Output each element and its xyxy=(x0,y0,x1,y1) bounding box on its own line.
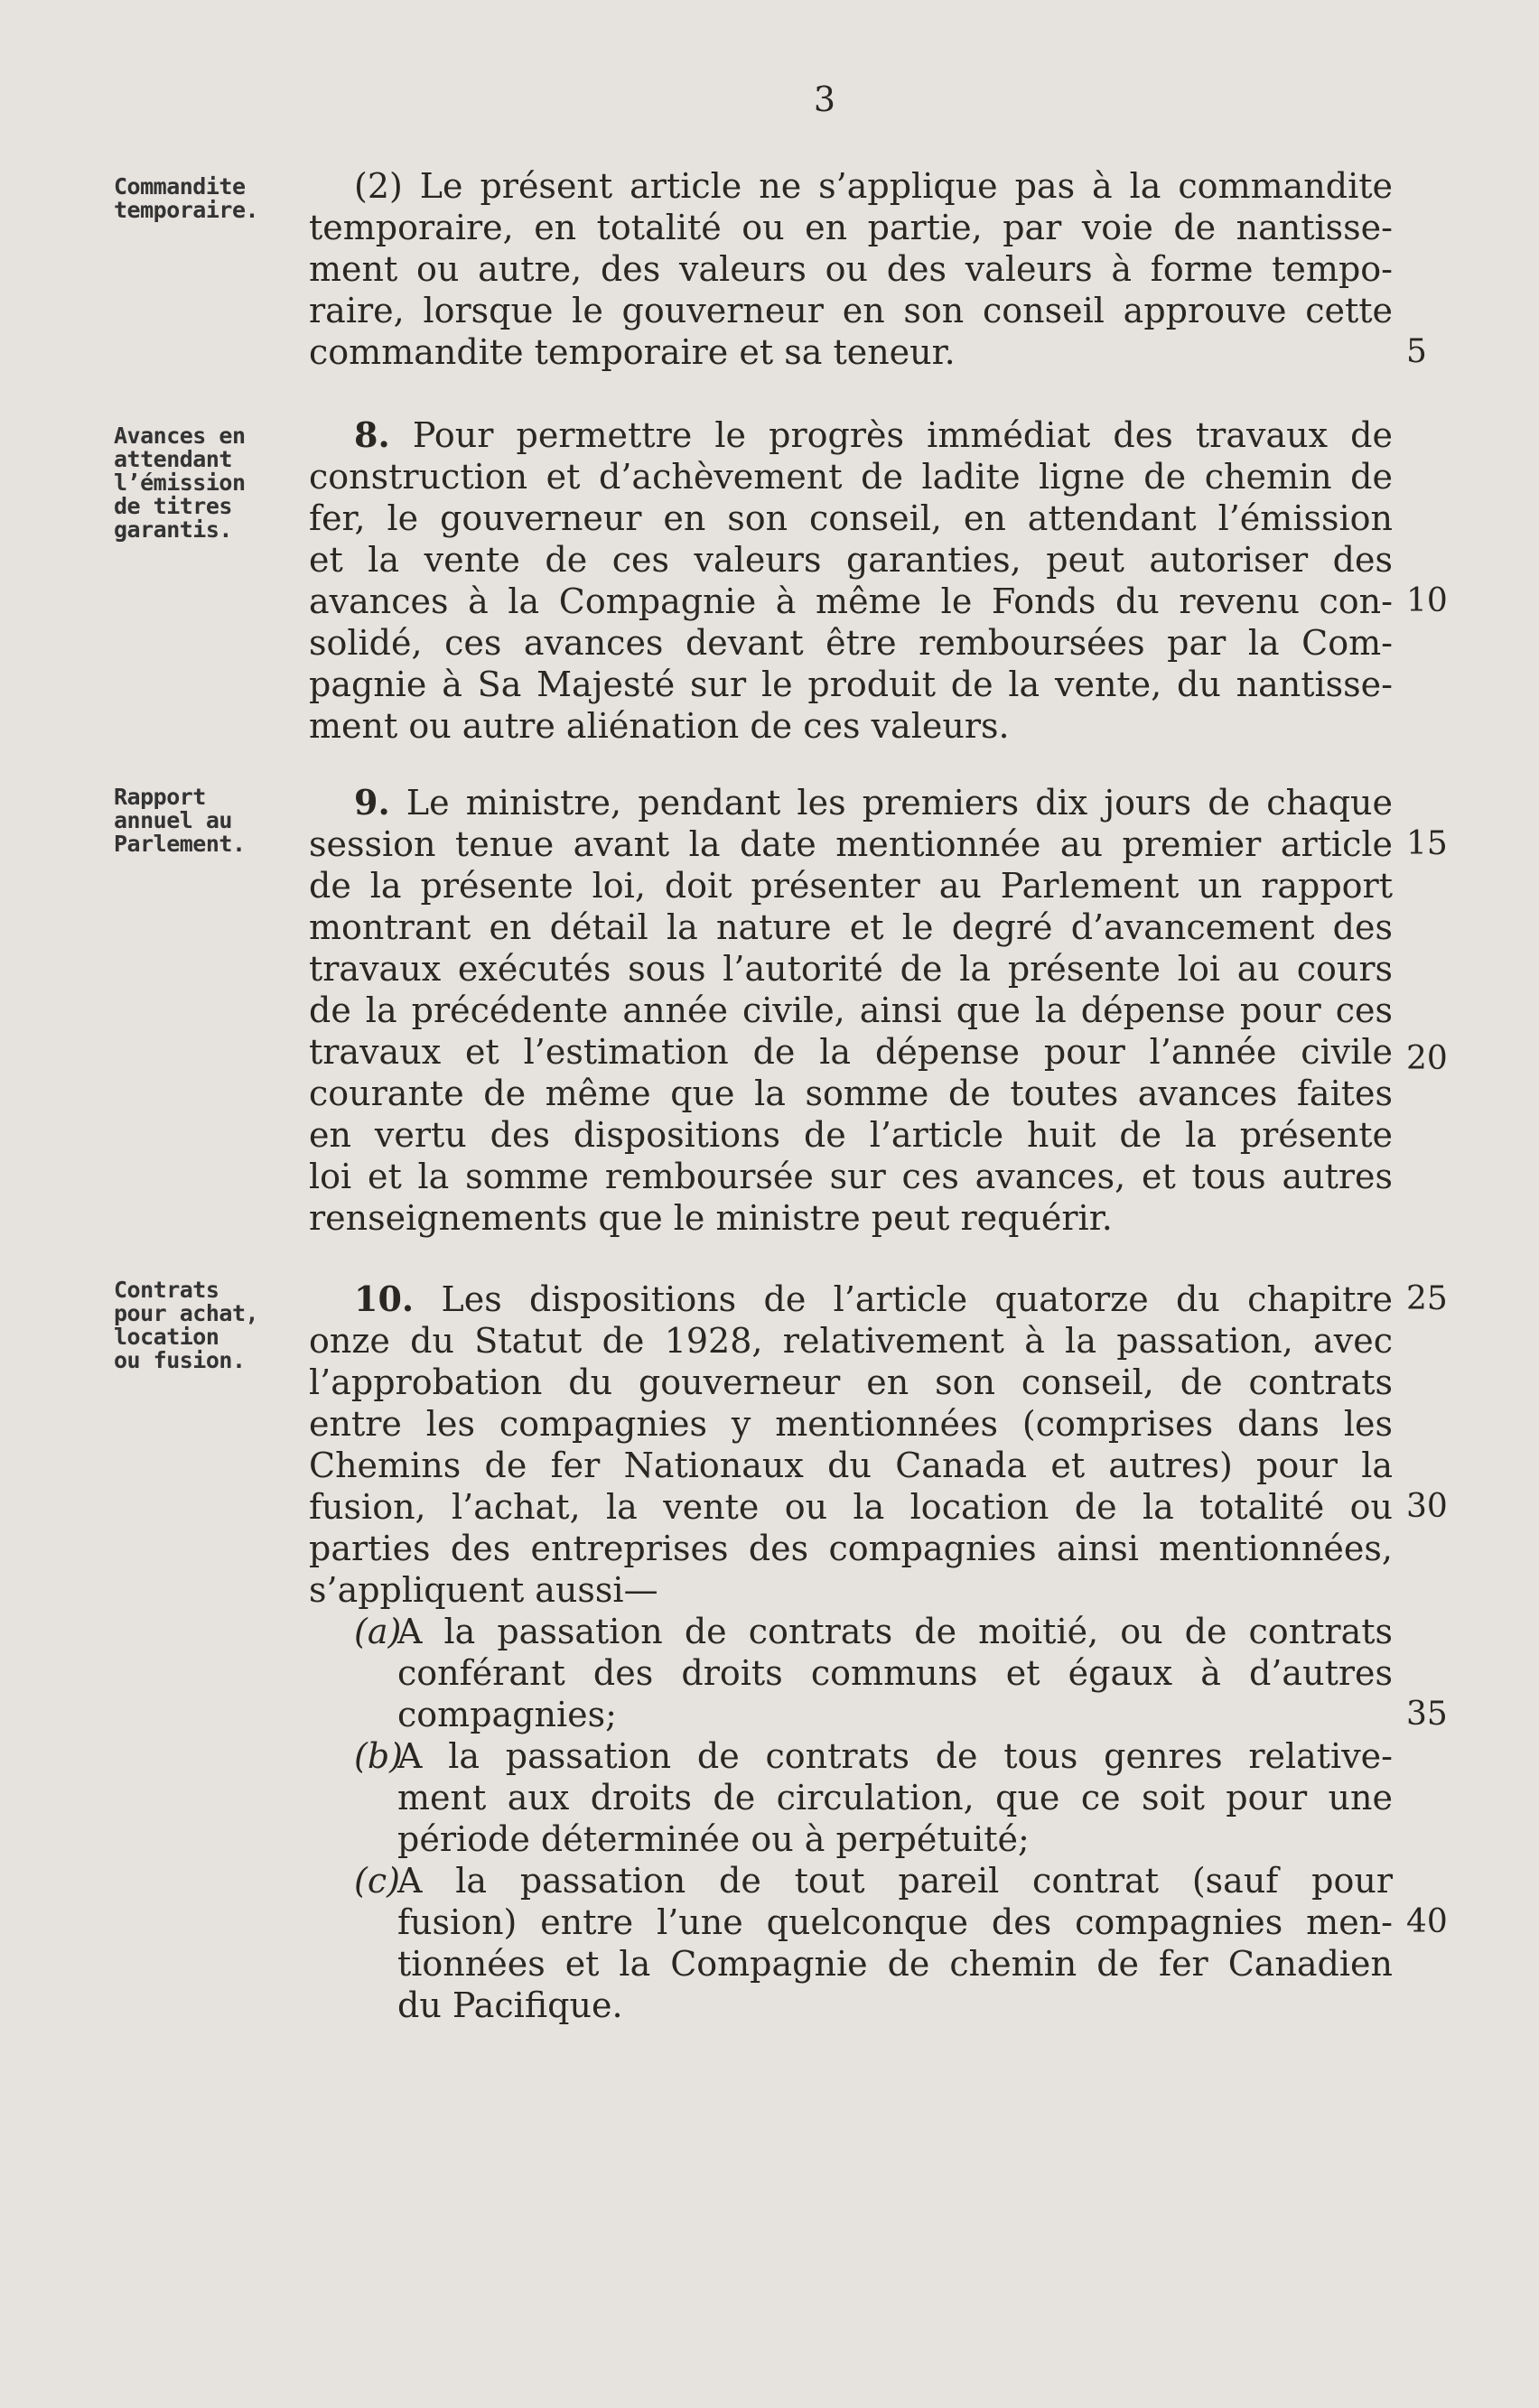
section-first-text: Les dispositions de l’article quatorze du chapitre xyxy=(441,1279,1393,1319)
text-line: courante de même que la somme de toutes avances faites xyxy=(309,1074,1393,1113)
text-line: de la présente loi, doit présenter au Parlement un rapport xyxy=(309,866,1393,906)
margin-note-line: annuel au xyxy=(114,807,232,833)
line-number: 20 xyxy=(1406,1040,1448,1077)
section-10 xyxy=(309,1278,1393,2026)
text-line: solidé, ces avances devant être remboursées par la Com- xyxy=(309,623,1393,663)
margin-note-line: Commandite xyxy=(114,173,246,200)
text-line: renseignements que le ministre peut requérir. xyxy=(309,1198,1113,1238)
margin-note-line: temporaire. xyxy=(114,197,259,223)
text-line: construction et d’achèvement de ladite ligne de chemin de xyxy=(309,457,1393,497)
text-line: entre les compagnies y mentionnées (comprises dans les xyxy=(309,1404,1393,1444)
item-text: A la passation de contrats de tous genres relative- xyxy=(397,1736,1393,1776)
margin-note-line: de titres xyxy=(114,493,232,519)
margin-note-line: Rapport xyxy=(114,784,206,810)
section-first-text: Le ministre, pendant les premiers dix jours de chaque xyxy=(406,783,1393,823)
line-number: 15 xyxy=(1406,825,1448,862)
line-number: 5 xyxy=(1406,333,1427,370)
text-line: temporaire, en totalité ou en partie, par voie de nantisse- xyxy=(309,208,1393,247)
text-line: conférant des droits communs et égaux à d’autres xyxy=(397,1653,1393,1693)
text-line: et la vente de ces valeurs garanties, peut autoriser des xyxy=(309,540,1393,580)
text-line: fusion) entre l’une quelconque des compagnies men- xyxy=(397,1902,1393,1942)
margin-note-line: location xyxy=(114,1324,219,1350)
line-number: 35 xyxy=(1406,1696,1448,1733)
item-label: (a) xyxy=(354,1612,402,1651)
text-line: parties des entreprises des compagnies ainsi mentionnées, xyxy=(309,1529,1393,1568)
item-label: (b) xyxy=(354,1736,403,1776)
text-line: fer, le gouverneur en son conseil, en attendant l’émission xyxy=(309,498,1393,538)
text-line: onze du Statut de 1928, relativement à la passation, avec xyxy=(309,1321,1393,1361)
margin-note-line: Avances en xyxy=(114,423,246,449)
section-9 xyxy=(309,782,1393,1239)
line-number: 40 xyxy=(1406,1903,1448,1940)
margin-note-line: attendant xyxy=(114,446,232,472)
item-text: A la passation de tout pareil contrat (sauf pour xyxy=(397,1861,1393,1901)
item-label: (c) xyxy=(354,1861,400,1901)
margin-note-line: Contrats xyxy=(114,1277,219,1303)
margin-note-rapport xyxy=(114,786,276,856)
page-number: 3 xyxy=(813,79,836,119)
list-item-c xyxy=(309,1860,1393,1901)
text-line: Chemins de fer Nationaux du Canada et autres) pour la xyxy=(309,1446,1393,1485)
margin-note-line: l’émission xyxy=(114,470,246,496)
margin-note-line: Parlement. xyxy=(114,831,246,857)
margin-note-line: ou fusion. xyxy=(114,1347,246,1373)
text-line: compagnies; xyxy=(397,1695,617,1734)
text-line: travaux exécutés sous l’autorité de la présente loi au cours xyxy=(309,949,1393,989)
text-line: ment ou autre aliénation de ces valeurs. xyxy=(309,706,1010,746)
text-line: montrant en détail la nature et le degré d’avancement des xyxy=(309,907,1393,947)
text-line: travaux et l’estimation de la dépense pour l’année civile xyxy=(309,1032,1393,1072)
text-line: session tenue avant la date mentionnée au premier article xyxy=(309,824,1393,864)
section-number: 9. xyxy=(354,782,390,823)
text-line: de la précédente année civile, ainsi que la dépense pour ces xyxy=(309,990,1393,1030)
text-line: tionnées et la Compagnie de chemin de fer Canadien xyxy=(397,1944,1393,1984)
text-line xyxy=(309,414,1393,456)
section-number: 8. xyxy=(354,414,390,455)
text-line: fusion, l’achat, la vente ou la location de la totalité ou xyxy=(309,1487,1393,1527)
subsection-2 xyxy=(309,165,1393,373)
item-text: A la passation de contrats de moitié, ou de contrats xyxy=(397,1612,1393,1651)
text-line xyxy=(309,782,1393,823)
line-number: 30 xyxy=(1406,1488,1448,1525)
text-line: commandite temporaire et sa teneur. xyxy=(309,332,956,372)
section-number: 10. xyxy=(354,1278,415,1319)
section-first-text: Pour permettre le progrès immédiat des travaux de xyxy=(412,415,1393,455)
section-8 xyxy=(309,414,1393,747)
text-line: s’appliquent aussi— xyxy=(309,1570,658,1610)
text-line: raire, lorsque le gouverneur en son conseil approuve cette xyxy=(309,291,1393,330)
margin-note-line: pour achat, xyxy=(114,1300,259,1326)
margin-note-commandite xyxy=(114,175,276,222)
text-line xyxy=(309,1278,1393,1320)
margin-note-avances xyxy=(114,424,276,542)
margin-note-line: garantis. xyxy=(114,516,232,543)
text-line: avances à la Compagnie à même le Fonds du revenu con- xyxy=(309,581,1393,621)
text-line: du Pacifique. xyxy=(397,1985,623,2025)
text-line: pagnie à Sa Majesté sur le produit de la vente, du nantisse- xyxy=(309,665,1393,704)
line-number: 10 xyxy=(1406,582,1448,619)
text-line: (2) Le présent article ne s’applique pas à la commandite xyxy=(354,166,1393,206)
text-line: en vertu des dispositions de l’article huit de la présente xyxy=(309,1115,1393,1155)
text-line: période déterminée ou à perpétuité; xyxy=(397,1819,1030,1859)
text-line: loi et la somme remboursée sur ces avances, et tous autres xyxy=(309,1157,1393,1196)
text-line: ment aux droits de circulation, que ce soit pour une xyxy=(397,1778,1393,1818)
list-item-a xyxy=(309,1611,1393,1652)
text-line: ment ou autre, des valeurs ou des valeurs à forme tempo- xyxy=(309,249,1393,289)
text-line: l’approbation du gouverneur en son conseil, de contrats xyxy=(309,1362,1393,1402)
line-number: 25 xyxy=(1406,1280,1448,1317)
list-item-b xyxy=(309,1735,1393,1777)
margin-note-contrats xyxy=(114,1278,276,1372)
